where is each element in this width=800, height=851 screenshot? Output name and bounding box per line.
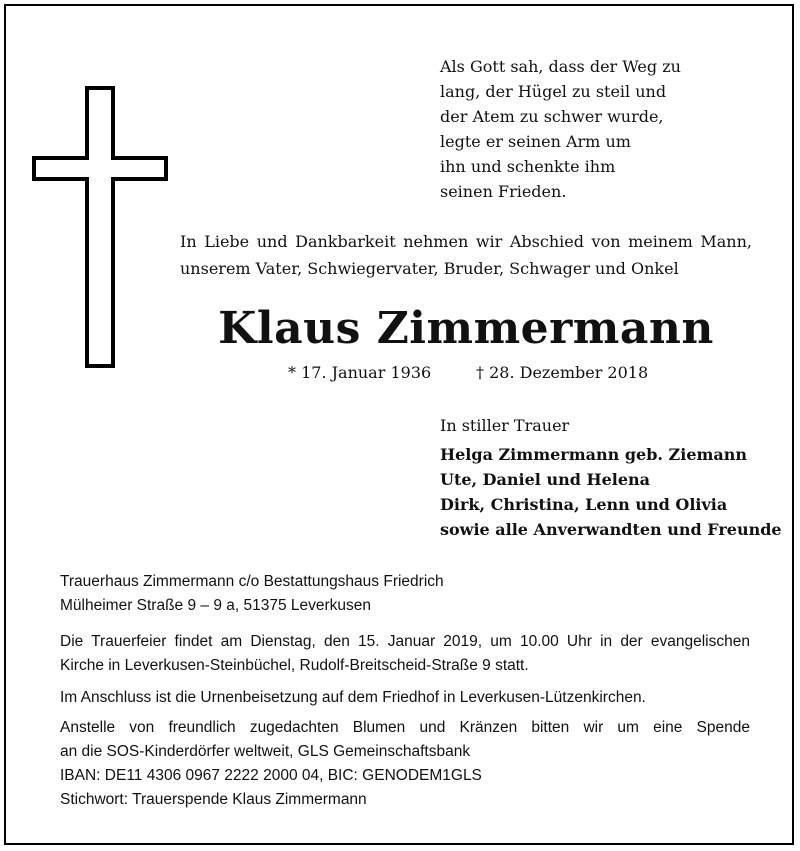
poem-line: lang, der Hügel zu steil und [440,82,667,101]
intro-line: unserem Vater, Schwiegervater, Bruder, Schwager und Onkel [180,259,679,278]
mourner-line: sowie alle Anverwandten und Freunde [440,520,782,539]
poem-line: legte er seinen Arm um [440,132,631,151]
house-line: Mülheimer Straße 9 – 9 a, 51375 Leverkusen [60,597,372,614]
poem-line: seinen Frieden. [440,182,567,201]
ceremony-info [60,630,750,678]
ceremony-line: Kirche in Leverkusen-Steinbüchel, Rudolf-Breitscheid-Straße 9 statt. [60,657,529,674]
poem-line: ihn und schenkte ihm [440,157,616,176]
donation-line: IBAN: DE11 4306 0967 2222 2000 04, BIC: GENODEM1GLS [60,767,482,784]
birth-date: * 17. Januar 1936 [288,363,432,382]
mourner-line: Dirk, Christina, Lenn und Olivia [440,495,728,514]
mourner-line: Helga Zimmermann geb. Ziemann [440,445,748,464]
poem [440,54,681,204]
donation-line: Anstelle von freundlich zugedachten Blumen und Kränzen bitten wir um eine Spende [60,719,750,736]
obituary-notice [4,4,794,845]
intro-text [180,228,752,282]
poem-line: Als Gott sah, dass der Weg zu [440,57,681,76]
mourning-label: In stiller Trauer [440,416,570,435]
house-line: Trauerhaus Zimmermann c/o Bestattungshaus Friedrich [60,573,444,590]
intro-line: In Liebe und Dankbarkeit nehmen wir Abschied von meinem Mann, [180,232,752,251]
cross-icon [32,86,168,368]
mourning-house [60,570,750,618]
donation-line: an die SOS-Kinderdörfer weltweit, GLS Gemeinschaftsbank [60,743,471,760]
death-date: † 28. Dezember 2018 [476,363,649,382]
poem-line: der Atem zu schwer wurde, [440,107,664,126]
donation-info [60,716,750,812]
ceremony-line: Die Trauerfeier findet am Dienstag, den 15. Januar 2019, um 10.00 Uhr in der evangelischen [60,633,750,650]
mourner-line: Ute, Daniel und Helena [440,470,651,489]
urn-burial-info [60,686,750,710]
donation-line: Stichwort: Trauerspende Klaus Zimmermann [60,791,367,808]
urn-line: Im Anschluss ist die Urnenbeisetzung auf dem Friedhof in Leverkusen-Lützenkirchen. [60,689,646,706]
deceased-name: Klaus Zimmermann [218,303,714,354]
mourners-list [440,442,782,542]
